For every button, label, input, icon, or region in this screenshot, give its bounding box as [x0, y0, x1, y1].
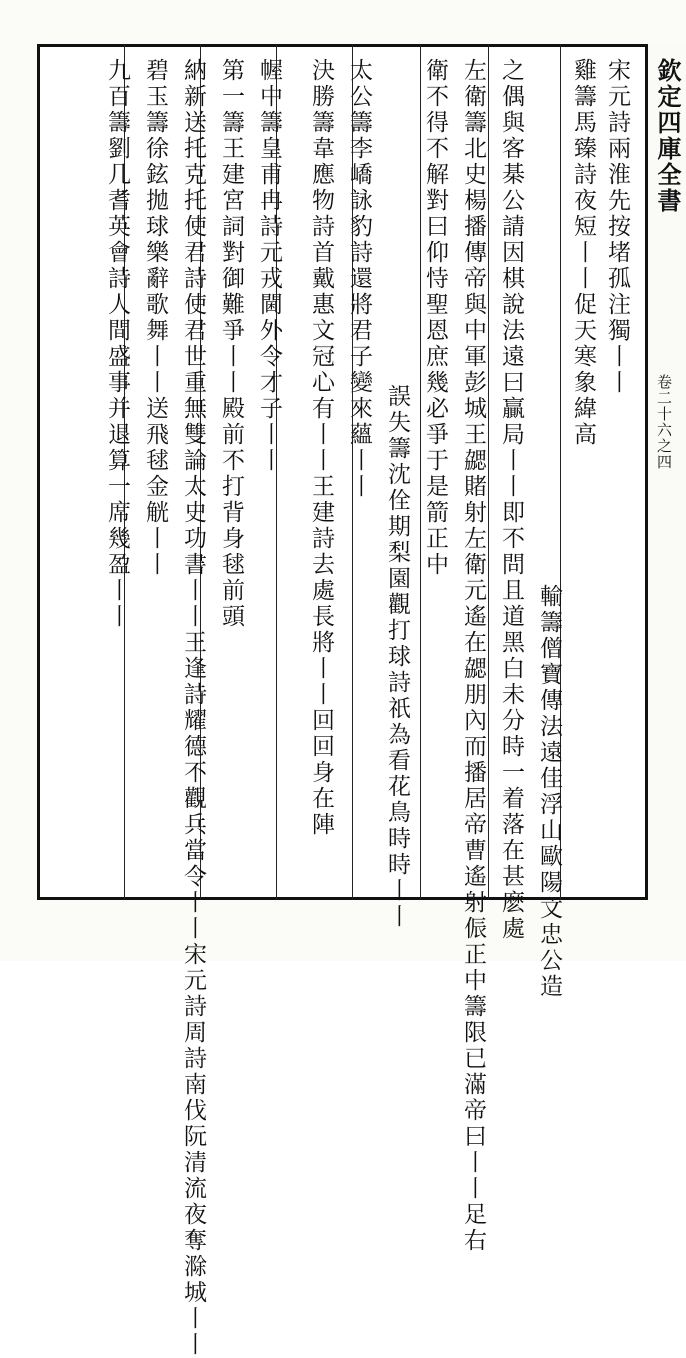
text-column: 納新送托克托使君詩使君世重無雙論太史功書丨丨王逢詩耀德不觀兵當令丨丨宋元詩周詩南伐阮清流夜奪滁城丨丨 [180, 58, 206, 1358]
text-column: 決勝籌韋應物詩首戴惠文冠心有丨丨王建詩去處長將丨丨回回身在陣 [308, 58, 334, 838]
text-column: 宋元詩兩淮先按堵孤注獨丨丨 [604, 58, 630, 396]
volume-label: 卷二十六之四 [655, 374, 673, 470]
text-column: 碧玉籌徐鉉拋球樂辭歌舞丨丨送飛毬金觥丨丨 [142, 58, 168, 578]
text-column: 太公籌李嶠詠豹詩還將君子變來蘊丨丨 [346, 58, 372, 500]
text-column: 誤失籌沈佺期梨園觀打球詩祇為看花鳥時時丨丨 [384, 384, 410, 930]
text-column: 左衛籌北史楊播傳帝與中軍彭城王勰賭射左衛元遙在勰朋內而播居帝曹遙射侲正中籌限已滿帝曰丨丨足右 [460, 58, 486, 1254]
text-column: 幄中籌皇甫冉詩元戎閫外令才子丨丨 [256, 58, 282, 474]
text-column: 輸籌僧寶傳法遠佳浮山歐陽文忠公造 [536, 584, 562, 1000]
book-title: 欽定四庫全書 [653, 58, 682, 214]
text-column: 雞籌馬臻詩夜短丨丨促天寒象緯高 [570, 58, 596, 448]
text-column: 九百籌劉几耆英會詩人間盛事并退算一席幾盈丨丨 [104, 58, 130, 630]
text-column: 衛不得不解對曰仰恃聖恩庶幾必爭于是箭正中 [422, 58, 448, 578]
text-column: 之偶與客棊公請因棋說法遠曰贏局丨丨即不問且道黑白未分時一着落在甚麽處 [498, 58, 524, 942]
text-column: 第一籌王建宮詞對御難爭丨丨殿前不打背身毬前頭 [218, 58, 244, 630]
